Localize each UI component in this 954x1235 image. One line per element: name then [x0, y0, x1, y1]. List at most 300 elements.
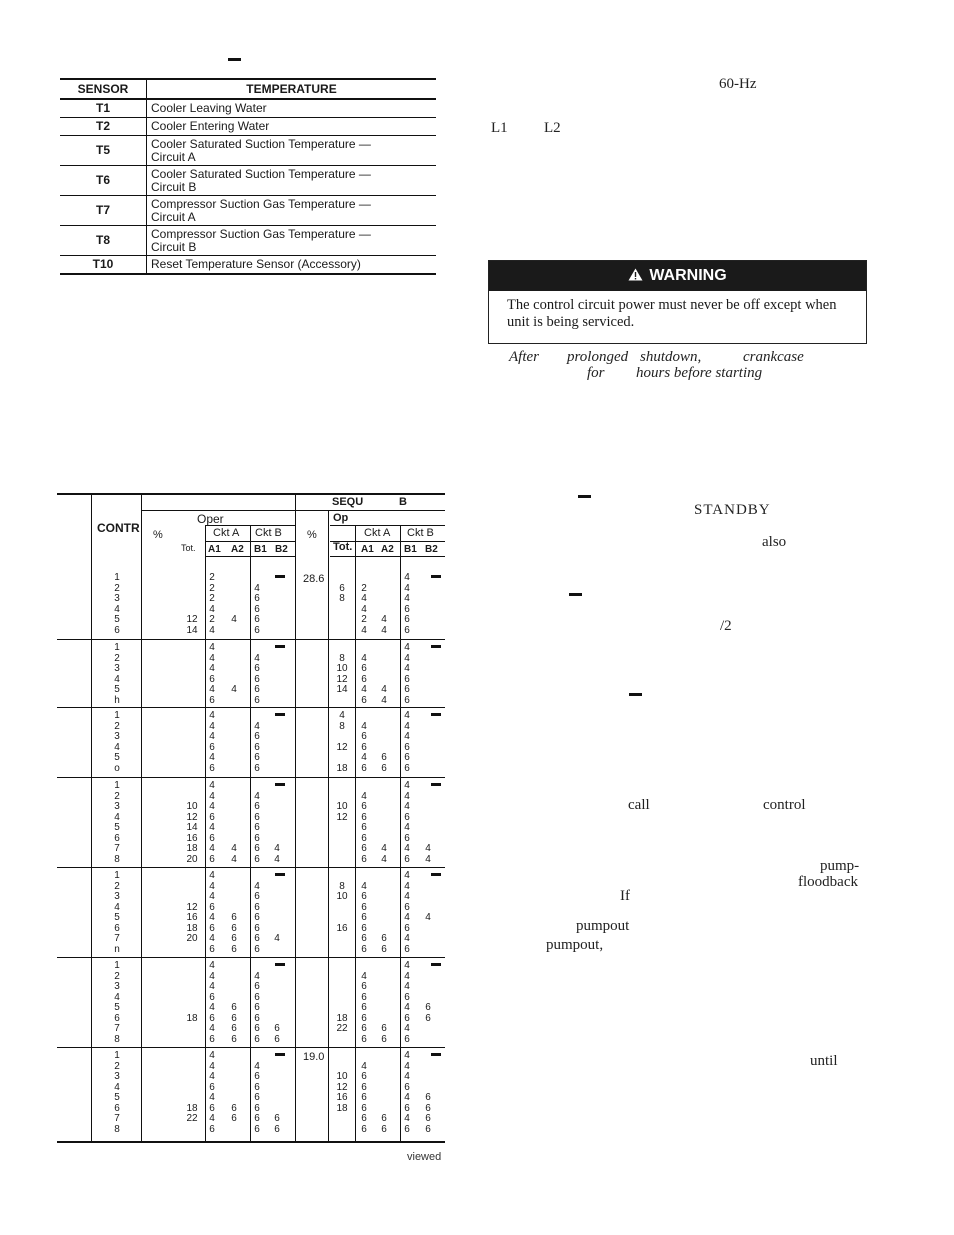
fragment-crankcase: crankcase: [743, 349, 804, 365]
sensor-description: [147, 166, 437, 196]
fragment-half: /2: [720, 618, 732, 634]
stage-number: 3: [114, 891, 120, 902]
stage-cell: 6: [381, 933, 387, 944]
fragment-also: also: [762, 534, 787, 550]
stage-number: 4: [114, 603, 120, 615]
total-capacity-b: 18: [336, 762, 348, 774]
stage-cell: 6: [404, 853, 410, 865]
stage-cell: 6: [425, 1002, 431, 1013]
stage-cell: 6: [361, 1071, 367, 1082]
stage-cell: 6: [361, 1123, 367, 1135]
stage-number: 7: [114, 843, 120, 854]
stage-number: h: [114, 694, 120, 706]
stage-cell: 6: [361, 891, 367, 902]
stage-cell: 6: [254, 603, 260, 615]
fragment-for: for: [587, 365, 605, 381]
stage-cell: 4: [425, 843, 431, 854]
stage-number: 7: [114, 1113, 120, 1124]
stage-cell: 6: [404, 752, 410, 763]
stage-cell: 4: [404, 1002, 410, 1013]
total-capacity-b: 16: [336, 1092, 348, 1103]
stage-cell: 4: [254, 970, 260, 982]
column-rule: [295, 493, 296, 1143]
stage-cell: 6: [254, 614, 260, 625]
stage-cell: 6: [254, 752, 260, 763]
stage-cell: 6: [404, 1102, 410, 1114]
stage-cell: 4: [404, 1060, 410, 1072]
stage-cell: 6: [209, 853, 215, 865]
stage-number: 4: [114, 901, 120, 913]
stage-cell: 4: [231, 684, 237, 695]
stage-cell: 4: [361, 652, 367, 664]
value-annotation: 28.6: [303, 573, 325, 585]
stage-cell: 6: [404, 943, 410, 955]
stage-cell: 4: [209, 801, 215, 812]
sensor-description-line: Reset Temperature Sensor (Accessory): [151, 257, 361, 271]
stage-cell: 6: [361, 762, 367, 774]
sensor-id: T7: [60, 196, 147, 226]
stage-number: 4: [114, 741, 120, 753]
circuit-a-header: Ckt A: [213, 527, 240, 539]
stage-cell: 6: [254, 624, 260, 636]
stage-cell: 4: [404, 652, 410, 664]
dash-mark: [275, 1053, 285, 1056]
sub-column-header: A2: [381, 544, 394, 555]
stage-number: 3: [114, 663, 120, 674]
table-rule: [141, 510, 445, 511]
stage-cell: 6: [209, 1012, 215, 1024]
stage-cell: 6: [209, 832, 215, 844]
fragment-shutdown: shutdown,: [640, 349, 702, 365]
stage-cell: 4: [209, 843, 215, 854]
stage-cell: 6: [254, 1113, 260, 1124]
stage-cell: 6: [274, 1033, 280, 1045]
warning-triangle-icon: [628, 261, 643, 291]
stage-cell: 6: [209, 811, 215, 823]
total-capacity-a: 12: [186, 811, 198, 823]
stage-number: 5: [114, 1002, 120, 1013]
stage-cell: 6: [254, 593, 260, 604]
warning-box: [488, 260, 867, 344]
stage-cell: 6: [254, 1123, 260, 1135]
stage-cell: 6: [209, 673, 215, 685]
stage-cell: 4: [209, 870, 215, 881]
stage-cell: 4: [404, 933, 410, 944]
total-header-b: Tot.: [333, 541, 353, 553]
sensor-row: [60, 256, 436, 275]
stage-number: 2: [114, 1060, 120, 1072]
stage-cell: 6: [254, 912, 260, 923]
stage-cell: 6: [361, 673, 367, 685]
stage-cell: 4: [254, 880, 260, 892]
circuit-a-header: Ckt A: [364, 527, 391, 539]
stage-cell: 6: [209, 901, 215, 913]
dash-mark: [275, 783, 285, 786]
stage-number: 4: [114, 673, 120, 685]
stage-cell: 4: [361, 790, 367, 802]
footer-note: viewed: [407, 1151, 442, 1163]
total-capacity-a: 10: [186, 801, 198, 812]
stage-cell: 6: [361, 731, 367, 742]
stage-cell: 4: [404, 912, 410, 923]
stage-cell: 6: [209, 1102, 215, 1114]
stage-cell: 6: [381, 1123, 387, 1135]
stage-cell: 6: [361, 1092, 367, 1103]
group-rule: [57, 777, 445, 778]
stage-cell: 6: [254, 1002, 260, 1013]
stage-cell: 4: [209, 1023, 215, 1034]
total-capacity-a: 18: [186, 922, 198, 934]
total-capacity-a: 18: [186, 1012, 198, 1024]
total-capacity-b: 4: [339, 710, 345, 721]
sensor-description: [147, 118, 437, 136]
dash-mark: [431, 713, 441, 716]
stage-cell: 4: [209, 652, 215, 664]
table-rule: [330, 525, 445, 526]
stage-number: 6: [114, 1012, 120, 1024]
stage-cell: 4: [425, 853, 431, 865]
stage-cell: 6: [361, 901, 367, 913]
stage-cell: 4: [254, 1060, 260, 1072]
stage-number: 6: [114, 922, 120, 934]
line-l2-text: L2: [544, 120, 561, 136]
stage-number: 2: [114, 652, 120, 664]
stage-cell: 4: [254, 582, 260, 594]
stage-cell: 4: [404, 981, 410, 992]
sensor-row: [60, 196, 436, 226]
total-capacity-b: 18: [336, 1012, 348, 1024]
stage-cell: 4: [209, 720, 215, 732]
stage-cell: 4: [361, 970, 367, 982]
sensor-id: T2: [60, 118, 147, 136]
stage-number: 6: [114, 832, 120, 844]
dash-mark: [431, 645, 441, 648]
stage-cell: 4: [209, 891, 215, 902]
stage-cell: 4: [404, 731, 410, 742]
stage-cell: 4: [209, 912, 215, 923]
stage-cell: 6: [231, 1033, 237, 1045]
stage-cell: 4: [381, 614, 387, 625]
stage-cell: 2: [209, 614, 215, 625]
total-capacity-a: 12: [186, 614, 198, 625]
dash-mark: [431, 963, 441, 966]
group-rule: [57, 867, 445, 868]
stage-number: 1: [114, 1050, 120, 1061]
stage-cell: 4: [209, 960, 215, 971]
total-capacity-b: 14: [336, 684, 348, 695]
stage-cell: 6: [404, 762, 410, 774]
sensor-row: [60, 226, 436, 256]
operating-header-b: Op: [333, 512, 349, 524]
sensor-description-line: Circuit B: [151, 179, 197, 194]
stage-cell: 6: [254, 811, 260, 823]
stage-number: 5: [114, 1092, 120, 1103]
stage-cell: 4: [404, 960, 410, 971]
stage-cell: 6: [404, 1012, 410, 1024]
fragment-pumpout: pumpout: [576, 918, 630, 934]
total-capacity-b: 12: [336, 741, 348, 753]
total-capacity-b: 22: [336, 1023, 348, 1034]
sensor-id: T10: [60, 256, 147, 275]
fragment-prolonged: prolonged: [567, 349, 629, 365]
stage-cell: 6: [209, 741, 215, 753]
stage-number: 4: [114, 811, 120, 823]
stage-cell: 6: [361, 843, 367, 854]
group-rule: [57, 639, 445, 640]
stage-cell: 4: [209, 1060, 215, 1072]
stage-number: 1: [114, 710, 120, 721]
stage-cell: 4: [404, 710, 410, 721]
sensor-description-line: Circuit A: [151, 149, 196, 164]
stage-cell: 2: [361, 582, 367, 594]
total-capacity-a: 16: [186, 832, 198, 844]
dash-mark: [275, 873, 285, 876]
stage-cell: 6: [254, 673, 260, 685]
value-annotation: 19.0: [303, 1051, 325, 1063]
group-rule: [57, 707, 445, 708]
stage-cell: 6: [404, 832, 410, 844]
fragment-after: After: [509, 349, 539, 365]
stage-number: 1: [114, 572, 120, 583]
stage-cell: 6: [209, 943, 215, 955]
stage-number: 1: [114, 642, 120, 653]
stage-cell: 4: [209, 790, 215, 802]
stage-cell: 4: [209, 981, 215, 992]
stage-cell: 6: [361, 694, 367, 706]
dash-mark: [431, 873, 441, 876]
fragment-control: control: [763, 797, 806, 813]
stage-cell: 4: [404, 822, 410, 833]
stage-cell: 6: [254, 943, 260, 955]
sub-column-header: A2: [231, 544, 244, 555]
group-rule: [57, 957, 445, 958]
sensor-table: [60, 78, 436, 275]
stage-cell: 6: [361, 1012, 367, 1024]
stage-cell: 6: [361, 943, 367, 955]
stage-cell: 4: [404, 1113, 410, 1124]
stage-cell: 6: [404, 922, 410, 934]
stage-cell: 4: [209, 603, 215, 615]
stage-cell: 6: [254, 843, 260, 854]
stage-cell: 2: [209, 582, 215, 594]
stage-cell: 6: [361, 991, 367, 1003]
sensor-description: [147, 196, 437, 226]
stage-cell: 6: [274, 1123, 280, 1135]
dash-mark: [569, 593, 582, 596]
warning-banner: [489, 261, 866, 291]
stage-number: 8: [114, 1123, 120, 1135]
stage-cell: 4: [231, 843, 237, 854]
stage-cell: 6: [209, 922, 215, 934]
stage-cell: 6: [254, 1092, 260, 1103]
frequency-text: 60-Hz: [719, 76, 757, 92]
stage-cell: 6: [381, 1033, 387, 1045]
total-capacity-b: 10: [336, 663, 348, 674]
column-rule: [328, 511, 329, 1143]
fragment-pump: pump-: [820, 858, 860, 874]
stage-cell: 6: [254, 1081, 260, 1093]
stage-cell: 4: [209, 880, 215, 892]
sensor-id: T5: [60, 136, 147, 166]
sensor-description-line: Circuit B: [151, 239, 197, 254]
stage-cell: 6: [361, 822, 367, 833]
stage-number: 6: [114, 624, 120, 636]
stage-cell: 6: [274, 1023, 280, 1034]
stage-cell: 6: [274, 1113, 280, 1124]
stage-cell: 6: [254, 1033, 260, 1045]
stage-number: 3: [114, 801, 120, 812]
dash-mark: [578, 495, 591, 498]
stage-cell: 6: [404, 673, 410, 685]
stage-cell: 6: [361, 1081, 367, 1093]
sensor-description-line: Circuit A: [151, 209, 196, 224]
stage-cell: 4: [209, 933, 215, 944]
stage-cell: 6: [425, 1123, 431, 1135]
stage-cell: 6: [231, 1023, 237, 1034]
stage-number: 3: [114, 1071, 120, 1082]
sensor-description: [147, 99, 437, 118]
sensor-description-line: Compressor Suction Gas Temperature —: [151, 226, 371, 241]
stage-cell: 6: [254, 684, 260, 695]
stage-cell: 6: [404, 603, 410, 615]
stage-cell: 4: [209, 1002, 215, 1013]
stage-cell: 6: [254, 991, 260, 1003]
stage-cell: 6: [231, 933, 237, 944]
stage-number: 3: [114, 593, 120, 604]
stage-cell: 4: [404, 1071, 410, 1082]
total-capacity-b: 8: [339, 652, 345, 664]
stage-cell: 4: [404, 880, 410, 892]
total-capacity-b: 12: [336, 1081, 348, 1093]
stage-cell: 6: [231, 943, 237, 955]
stage-cell: 4: [274, 933, 280, 944]
stage-cell: 6: [361, 981, 367, 992]
dash-mark: [431, 783, 441, 786]
stage-cell: 4: [404, 1050, 410, 1061]
stage-cell: 6: [404, 811, 410, 823]
total-capacity-a: 22: [186, 1113, 198, 1124]
stage-cell: 4: [404, 790, 410, 802]
sensor-description: [147, 226, 437, 256]
stage-cell: 6: [209, 1123, 215, 1135]
stage-cell: 4: [404, 780, 410, 791]
stage-cell: 6: [361, 811, 367, 823]
stage-cell: 6: [254, 1023, 260, 1034]
percent-header-a: %: [153, 529, 163, 541]
sub-column-header: B2: [275, 544, 288, 555]
stage-cell: 6: [361, 663, 367, 674]
total-header-a: Tot.: [181, 543, 196, 553]
stage-cell: 4: [209, 970, 215, 982]
stage-cell: 6: [361, 1033, 367, 1045]
stage-cell: 4: [381, 624, 387, 636]
fragment-until: until: [810, 1053, 838, 1069]
table-rule: [57, 493, 445, 495]
stage-cell: 4: [209, 684, 215, 695]
stage-number: 5: [114, 822, 120, 833]
fragment-hours-before-starting: hours before starting: [636, 365, 763, 381]
stage-cell: 4: [361, 1060, 367, 1072]
stage-cell: 4: [231, 614, 237, 625]
stage-cell: 4: [404, 1092, 410, 1103]
warning-title: WARNING: [649, 267, 727, 284]
stage-number: 2: [114, 790, 120, 802]
stage-cell: 6: [209, 762, 215, 774]
sensor-column-header: SENSOR: [60, 79, 147, 99]
stage-number: 2: [114, 582, 120, 594]
column-rule: [355, 525, 356, 1143]
sensor-row: [60, 99, 436, 118]
stage-cell: 4: [361, 880, 367, 892]
stage-cell: 4: [254, 720, 260, 732]
stage-cell: 4: [254, 652, 260, 664]
stage-cell: 4: [361, 624, 367, 636]
total-capacity-b: 16: [336, 922, 348, 934]
sequence-table: [57, 493, 445, 1163]
total-capacity-b: 18: [336, 1102, 348, 1114]
stage-number: 4: [114, 1081, 120, 1093]
dash-mark: [431, 575, 441, 578]
stage-cell: 6: [254, 1071, 260, 1082]
stage-cell: 6: [254, 1012, 260, 1024]
total-capacity-a: 20: [186, 933, 198, 944]
stage-cell: 4: [425, 912, 431, 923]
stage-cell: 4: [404, 891, 410, 902]
sensor-id: T8: [60, 226, 147, 256]
stage-number: 5: [114, 912, 120, 923]
dash-mark: [629, 693, 642, 696]
sensor-id: T1: [60, 99, 147, 118]
stage-cell: 6: [209, 1081, 215, 1093]
stage-cell: 4: [274, 843, 280, 854]
percent-header-b: %: [307, 529, 317, 541]
total-capacity-b: 8: [339, 720, 345, 732]
stage-cell: 6: [381, 762, 387, 774]
sub-column-header: B1: [404, 544, 417, 555]
stage-cell: 6: [404, 614, 410, 625]
stage-cell: 6: [254, 731, 260, 742]
table-rule: [330, 556, 445, 557]
stage-cell: 6: [404, 741, 410, 753]
dash-mark: [275, 645, 285, 648]
stage-cell: 6: [231, 912, 237, 923]
stage-cell: 4: [361, 603, 367, 615]
stage-cell: 6: [381, 943, 387, 955]
stage-cell: 4: [361, 593, 367, 604]
stage-cell: 6: [404, 694, 410, 706]
stage-number: 3: [114, 981, 120, 992]
stage-number: 1: [114, 780, 120, 791]
stage-number: 1: [114, 870, 120, 881]
stage-number: 4: [114, 991, 120, 1003]
total-capacity-b: 10: [336, 891, 348, 902]
stage-cell: 6: [404, 684, 410, 695]
stage-cell: 6: [361, 832, 367, 844]
circuit-b-header: Ckt B: [407, 527, 434, 539]
stage-number: 2: [114, 880, 120, 892]
sensor-description: [147, 136, 437, 166]
stage-cell: 2: [209, 572, 215, 583]
stage-cell: 4: [209, 642, 215, 653]
dash-mark: [228, 58, 241, 61]
stage-cell: 6: [209, 1033, 215, 1045]
stage-number: 5: [114, 684, 120, 695]
stage-cell: 4: [404, 593, 410, 604]
fragment-standby: STANDBY: [694, 502, 771, 518]
sequence-b-header: B: [399, 496, 407, 508]
stage-cell: 4: [209, 1113, 215, 1124]
stage-cell: 6: [361, 933, 367, 944]
